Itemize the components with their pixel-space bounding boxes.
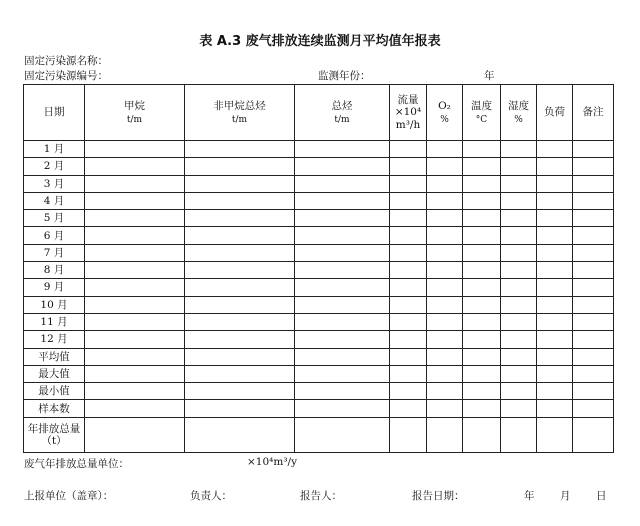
row-label: 7 月 xyxy=(24,244,85,261)
table-cell xyxy=(573,141,614,158)
table-cell xyxy=(537,192,573,209)
table-cell xyxy=(427,279,463,296)
date-month: 月 xyxy=(560,490,571,502)
table-cell xyxy=(295,383,390,400)
table-cell xyxy=(537,175,573,192)
table-cell xyxy=(295,175,390,192)
table-cell xyxy=(463,296,501,313)
table-cell xyxy=(185,417,295,452)
column-header-unit: t/m xyxy=(126,114,143,125)
table-cell xyxy=(185,141,295,158)
table-cell xyxy=(185,331,295,348)
table-cell xyxy=(501,383,537,400)
monitoring-year-label: 监测年份： xyxy=(318,70,371,82)
table-row xyxy=(24,348,614,365)
table-cell xyxy=(185,296,295,313)
table-cell xyxy=(537,331,573,348)
table-row xyxy=(24,400,614,417)
report-date-label: 报告日期： xyxy=(412,490,465,502)
table-cell xyxy=(295,400,390,417)
column-header-unit: % xyxy=(440,114,449,125)
table-cell xyxy=(573,383,614,400)
table-cell xyxy=(185,348,295,365)
table-cell xyxy=(185,313,295,330)
table-cell xyxy=(537,296,573,313)
table-cell xyxy=(85,244,185,261)
table-cell xyxy=(427,141,463,158)
table-cell xyxy=(185,383,295,400)
table-cell xyxy=(295,365,390,382)
table-cell xyxy=(463,348,501,365)
table-cell xyxy=(463,227,501,244)
column-header xyxy=(427,85,463,141)
row-label: 6 月 xyxy=(24,227,85,244)
table-cell xyxy=(463,383,501,400)
row-label: 5 月 xyxy=(24,210,85,227)
row-label: 12 月 xyxy=(24,331,85,348)
table-cell xyxy=(537,417,573,452)
table-cell xyxy=(501,210,537,227)
table-cell xyxy=(390,365,427,382)
row-label: 年排放总量（t） xyxy=(24,417,85,452)
table-cell xyxy=(463,331,501,348)
table-cell xyxy=(85,227,185,244)
annual-unit-label: 废气年排放总量单位： xyxy=(24,458,129,470)
table-cell xyxy=(85,262,185,279)
table-cell xyxy=(463,400,501,417)
column-header-label: O₂ xyxy=(438,99,451,112)
table-cell xyxy=(537,400,573,417)
row-label: 8 月 xyxy=(24,262,85,279)
table-cell xyxy=(185,158,295,175)
table-cell xyxy=(390,158,427,175)
table-cell xyxy=(463,313,501,330)
table-cell xyxy=(85,192,185,209)
row-label: 样本数 xyxy=(24,400,85,417)
table-cell xyxy=(85,365,185,382)
table-cell xyxy=(390,262,427,279)
table-cell xyxy=(390,279,427,296)
table-row xyxy=(24,383,614,400)
table-cell xyxy=(390,244,427,261)
table-cell xyxy=(537,141,573,158)
row-label: 4 月 xyxy=(24,192,85,209)
column-header-label: 甲烷 xyxy=(124,99,145,112)
table-cell xyxy=(427,400,463,417)
table-cell xyxy=(390,313,427,330)
table-cell xyxy=(463,175,501,192)
table-cell xyxy=(501,313,537,330)
table-cell xyxy=(501,365,537,382)
table-cell xyxy=(390,192,427,209)
table-cell xyxy=(85,331,185,348)
table-cell xyxy=(295,141,390,158)
table-cell xyxy=(537,313,573,330)
table-cell xyxy=(295,313,390,330)
table-cell xyxy=(295,192,390,209)
column-header xyxy=(24,85,85,141)
table-cell xyxy=(85,175,185,192)
table-cell xyxy=(537,279,573,296)
table-cell xyxy=(537,227,573,244)
table-cell xyxy=(427,331,463,348)
table-cell xyxy=(85,383,185,400)
table-cell xyxy=(537,365,573,382)
table-cell xyxy=(427,244,463,261)
table-cell xyxy=(427,192,463,209)
table-cell xyxy=(537,244,573,261)
table-cell xyxy=(573,400,614,417)
column-header xyxy=(501,85,537,141)
table-cell xyxy=(501,262,537,279)
table-cell xyxy=(390,141,427,158)
table-cell xyxy=(427,158,463,175)
table-cell xyxy=(390,331,427,348)
table-cell xyxy=(295,296,390,313)
table-cell xyxy=(573,227,614,244)
row-label: 2 月 xyxy=(24,158,85,175)
table-cell xyxy=(390,175,427,192)
table-cell xyxy=(185,365,295,382)
column-header-label: 日期 xyxy=(43,106,65,119)
table-cell xyxy=(463,262,501,279)
annual-unit-value: ×10⁴m³/y xyxy=(247,456,298,468)
table-cell xyxy=(185,400,295,417)
table-cell xyxy=(85,141,185,158)
table-cell xyxy=(390,227,427,244)
table-cell xyxy=(295,210,390,227)
table-cell xyxy=(501,331,537,348)
table-cell xyxy=(295,331,390,348)
table-cell xyxy=(390,400,427,417)
table-cell xyxy=(573,192,614,209)
table-row xyxy=(24,365,614,382)
table-row xyxy=(24,141,614,158)
table-cell xyxy=(537,158,573,175)
table-cell xyxy=(501,175,537,192)
table-cell xyxy=(573,175,614,192)
table-cell xyxy=(427,296,463,313)
column-header xyxy=(463,85,501,141)
table-cell xyxy=(573,348,614,365)
source-code-label: 固定污染源编号： xyxy=(24,70,108,82)
row-label: 最大值 xyxy=(24,365,85,382)
table-row xyxy=(24,192,614,209)
table-cell xyxy=(573,417,614,452)
table-row xyxy=(24,296,614,313)
table-cell xyxy=(390,210,427,227)
table-cell xyxy=(85,279,185,296)
reporter-label: 报告人： xyxy=(300,490,342,502)
table-cell xyxy=(85,348,185,365)
table-cell xyxy=(427,262,463,279)
column-header xyxy=(295,85,390,141)
table-cell xyxy=(85,313,185,330)
table-cell xyxy=(501,158,537,175)
table-row xyxy=(24,158,614,175)
table-cell xyxy=(463,192,501,209)
table-cell xyxy=(501,141,537,158)
table-row xyxy=(24,262,614,279)
table-cell xyxy=(185,175,295,192)
table-body xyxy=(24,141,614,453)
date-year: 年 xyxy=(524,490,535,502)
table-cell xyxy=(537,262,573,279)
column-header-unit: % xyxy=(514,114,523,125)
table-cell xyxy=(85,296,185,313)
column-header-unit: °C xyxy=(475,114,488,125)
table-cell xyxy=(501,400,537,417)
table-cell xyxy=(185,262,295,279)
table-cell xyxy=(390,296,427,313)
table-cell xyxy=(463,417,501,452)
table-row xyxy=(24,244,614,261)
table-cell xyxy=(427,348,463,365)
table-cell xyxy=(185,244,295,261)
table-cell xyxy=(573,262,614,279)
column-header xyxy=(185,85,295,141)
table-cell xyxy=(573,313,614,330)
table-cell xyxy=(295,244,390,261)
table-cell xyxy=(501,417,537,452)
table-cell xyxy=(427,417,463,452)
row-label: 11 月 xyxy=(24,313,85,330)
column-header-unit: t/m xyxy=(334,114,350,125)
table-cell xyxy=(185,192,295,209)
table-cell xyxy=(573,244,614,261)
row-label: 10 月 xyxy=(24,296,85,313)
table-row xyxy=(24,175,614,192)
table-cell xyxy=(427,365,463,382)
table-cell xyxy=(85,400,185,417)
table-cell xyxy=(295,158,390,175)
table-cell xyxy=(501,244,537,261)
table-cell xyxy=(573,158,614,175)
page-title: 表 A.3 废气排放连续监测月平均值年报表 xyxy=(199,34,441,49)
responsible-label: 负责人： xyxy=(190,490,232,502)
table-cell xyxy=(463,279,501,296)
table-cell xyxy=(85,210,185,227)
table-cell xyxy=(427,175,463,192)
table-cell xyxy=(427,227,463,244)
table-cell xyxy=(501,279,537,296)
row-label: 9 月 xyxy=(24,279,85,296)
table-cell xyxy=(85,417,185,452)
column-header-label: 非甲烷总烃 xyxy=(213,99,266,112)
column-header-label: 湿度 xyxy=(508,99,529,112)
table-row xyxy=(24,227,614,244)
table-cell xyxy=(463,210,501,227)
table-cell xyxy=(85,158,185,175)
table-row xyxy=(24,210,614,227)
table-cell xyxy=(463,141,501,158)
table-cell xyxy=(537,348,573,365)
table-cell xyxy=(185,279,295,296)
table-cell xyxy=(295,279,390,296)
column-header-label: 负荷 xyxy=(544,106,565,119)
table-cell xyxy=(427,313,463,330)
row-label: 最小值 xyxy=(24,383,85,400)
table-cell xyxy=(463,158,501,175)
table-cell xyxy=(463,244,501,261)
column-header xyxy=(390,85,427,141)
table-header xyxy=(24,85,614,141)
table-cell xyxy=(427,210,463,227)
reporting-unit-label: 上报单位（盖章）： xyxy=(24,490,114,502)
table-cell xyxy=(390,417,427,452)
column-header xyxy=(85,85,185,141)
table-cell xyxy=(463,365,501,382)
table-cell xyxy=(573,279,614,296)
table-cell xyxy=(295,348,390,365)
table-row xyxy=(24,331,614,348)
table-cell xyxy=(295,417,390,452)
table-cell xyxy=(390,348,427,365)
table-cell xyxy=(427,383,463,400)
annual-report-table xyxy=(23,84,614,453)
column-header xyxy=(573,85,614,141)
table-cell xyxy=(501,227,537,244)
table-row xyxy=(24,313,614,330)
column-header-label: 总烃 xyxy=(331,99,353,112)
table-cell xyxy=(537,210,573,227)
table-cell xyxy=(573,210,614,227)
table-cell xyxy=(573,296,614,313)
column-header xyxy=(537,85,573,141)
column-header-label: 备注 xyxy=(582,106,604,119)
table-cell xyxy=(295,262,390,279)
table-cell xyxy=(185,210,295,227)
table-cell xyxy=(295,227,390,244)
table-cell xyxy=(185,227,295,244)
table-cell xyxy=(501,296,537,313)
row-label: 平均值 xyxy=(24,348,85,365)
table-cell xyxy=(390,383,427,400)
table-cell xyxy=(501,348,537,365)
column-header-unit: t/m xyxy=(231,114,248,125)
table-cell xyxy=(537,383,573,400)
table-cell xyxy=(573,331,614,348)
table-cell xyxy=(501,192,537,209)
source-name-label: 固定污染源名称： xyxy=(24,55,108,67)
table-row xyxy=(24,417,614,452)
year-suffix: 年 xyxy=(484,70,495,82)
row-label: 3 月 xyxy=(24,175,85,192)
row-label: 1 月 xyxy=(24,141,85,158)
column-header-label: 温度 xyxy=(471,99,492,112)
date-day: 日 xyxy=(596,490,607,502)
column-header-label: 流量 ×10⁴ m³/h xyxy=(394,94,422,131)
table-cell xyxy=(573,365,614,382)
table-row xyxy=(24,279,614,296)
